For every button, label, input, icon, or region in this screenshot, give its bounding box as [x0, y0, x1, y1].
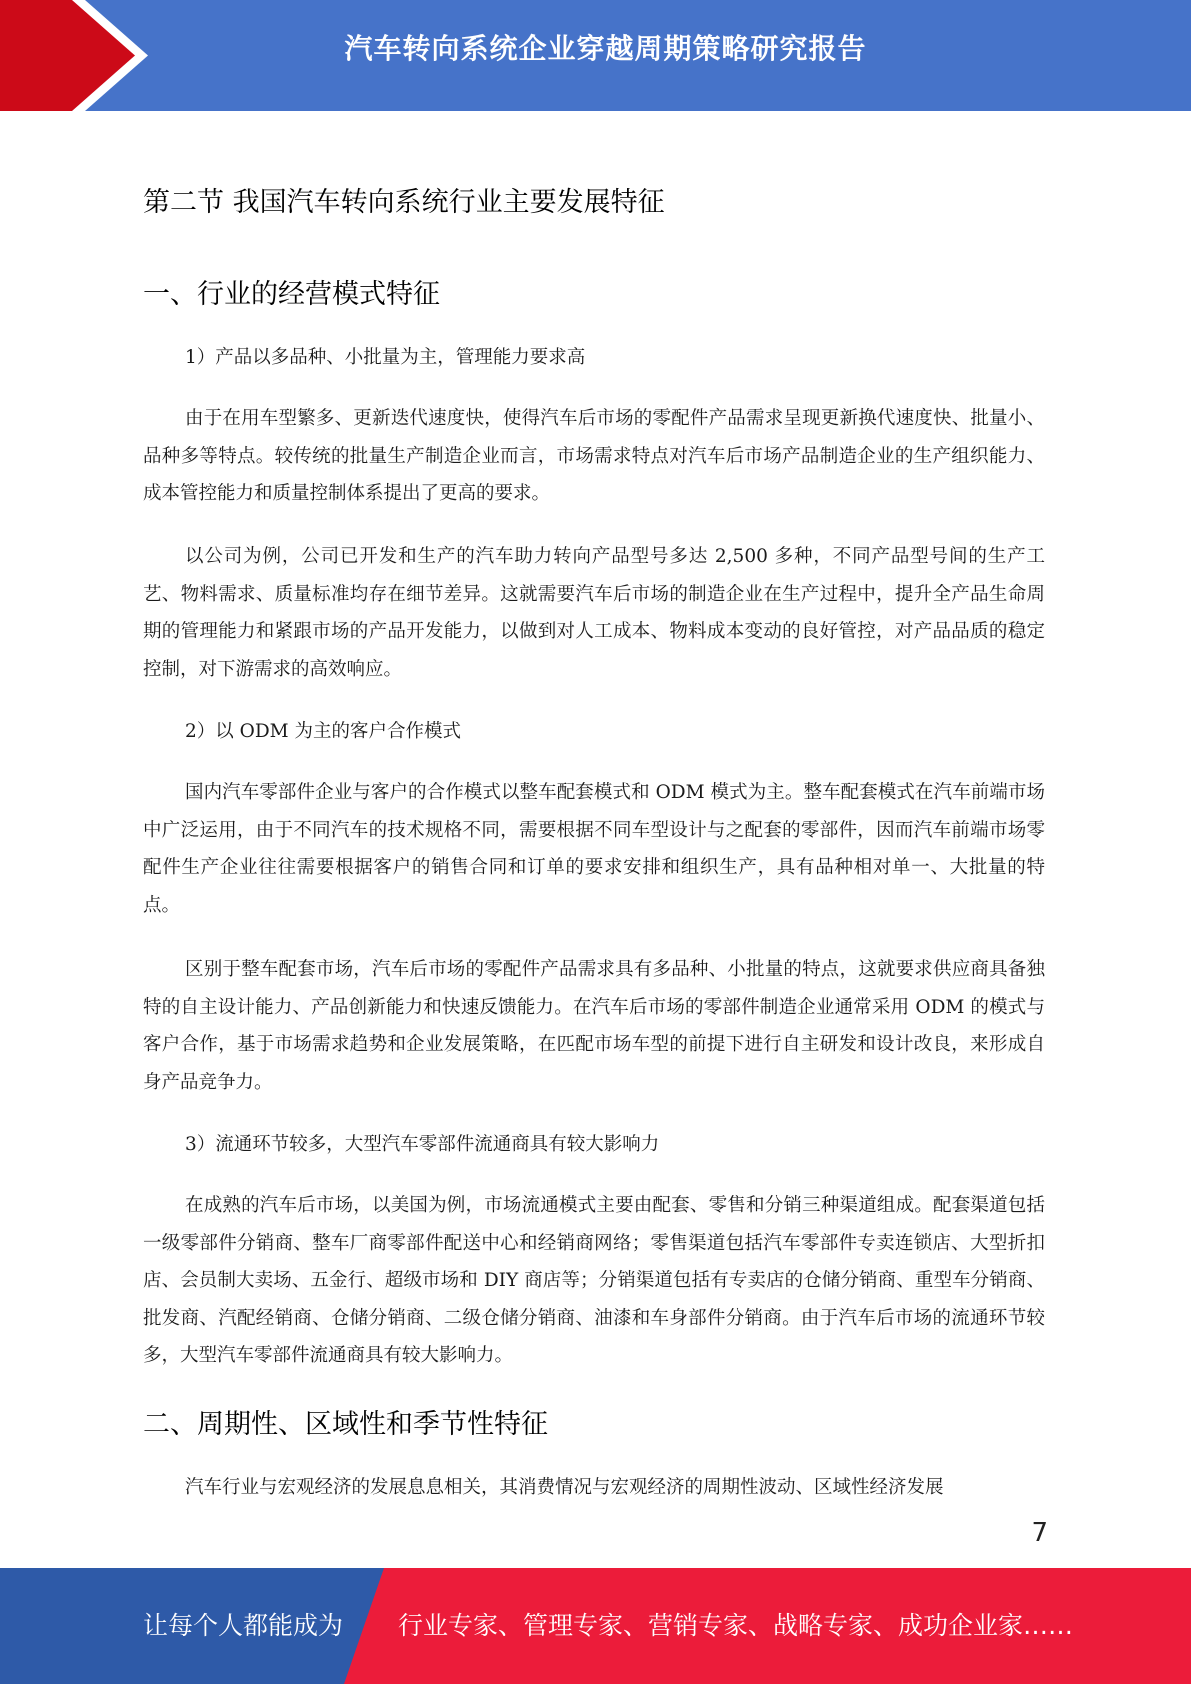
page-footer — [0, 1568, 1191, 1684]
footer-slogan-left: 让每个人都能成为 — [143, 1611, 344, 1640]
item2-paragraph-1: 国内汽车零部件企业与客户的合作模式以整车配套模式和 ODM 模式为主。整车配套模式在汽车前端市场中广泛运用，由于不同汽车的技术规格不同，需要根据不同车型设计与之配套的零部件，因而汽车前端市场零配件生产企业往往需要根据客户的销售合同和订单的要求安排和组织生产，具有品种相对单一、大批量的特点。 — [143, 782, 1045, 916]
footer-slogan-right: 行业专家、管理专家、营销专家、战略专家、成功企业家…… — [398, 1611, 1074, 1640]
item1-paragraph-2: 以公司为例，公司已开发和生产的汽车助力转向产品型号多达 2,500 多种，不同产品型号间的生产工艺、物料需求、质量标准均存在细节差异。这就需要汽车后市场的制造企业在生产过程中，提升全产品生命周期的管理能力和紧跟市场的产品开发能力，以做到对人工成本、物料成本变动的良好管控，对产品品质的稳定控制，对下游需求的高效响应。 — [143, 546, 1045, 680]
part2-paragraph-1: 汽车行业与宏观经济的发展息息相关，其消费情况与宏观经济的周期性波动、区域性经济发展 — [185, 1477, 944, 1498]
item2-paragraph-2: 区别于整车配套市场，汽车后市场的零配件产品需求具有多品种、小批量的特点，这就要求供应商具备独特的自主设计能力、产品创新能力和快速反馈能力。在汽车后市场的零部件制造企业通常采用 ODM 的模式与客户合作，基于市场需求趋势和企业发展策略，在匹配市场车型的前提下进行自主研发和设计改良，来形成自身产品竞争力。 — [143, 959, 1045, 1093]
section-title: 第二节 我国汽车转向系统行业主要发展特征 — [143, 187, 665, 218]
item3-heading: 3）流通环节较多，大型汽车零部件流通商具有较大影响力 — [185, 1134, 660, 1155]
report-title: 汽车转向系统企业穿越周期策略研究报告 — [344, 32, 867, 65]
item1-paragraph-1: 由于在用车型繁多、更新迭代速度快，使得汽车后市场的零配件产品需求呈现更新换代速度快、批量小、品种多等特点。较传统的批量生产制造企业而言，市场需求特点对汽车后市场产品制造企业的生产组织能力、成本管控能力和质量控制体系提出了更高的要求。 — [143, 408, 1045, 504]
item3-paragraph-1: 在成熟的汽车后市场，以美国为例，市场流通模式主要由配套、零售和分销三种渠道组成。配套渠道包括一级零部件分销商、整车厂商零部件配送中心和经销商网络；零售渠道包括汽车零部件专卖连锁店、大型折扣店、会员制大卖场、五金行、超级市场和 DIY 商店等；分销渠道包括有专卖店的仓储分销商、重型车分销商、批发商、汽配经销商、仓储分销商、二级仓储分销商、油漆和车身部件分销商。由于汽车后市场的流通环节较多，大型汽车零部件流通商具有较大影响力。 — [143, 1195, 1045, 1366]
item1-heading: 1）产品以多品种、小批量为主，管理能力要求高 — [185, 347, 586, 368]
item2-heading: 2）以 ODM 为主的客户合作模式 — [185, 721, 461, 742]
part2-title: 二、周期性、区域性和季节性特征 — [143, 1409, 548, 1440]
page-header — [0, 0, 1191, 111]
part1-title: 一、行业的经营模式特征 — [143, 279, 440, 310]
page-number: 7 — [1031, 1518, 1048, 1548]
